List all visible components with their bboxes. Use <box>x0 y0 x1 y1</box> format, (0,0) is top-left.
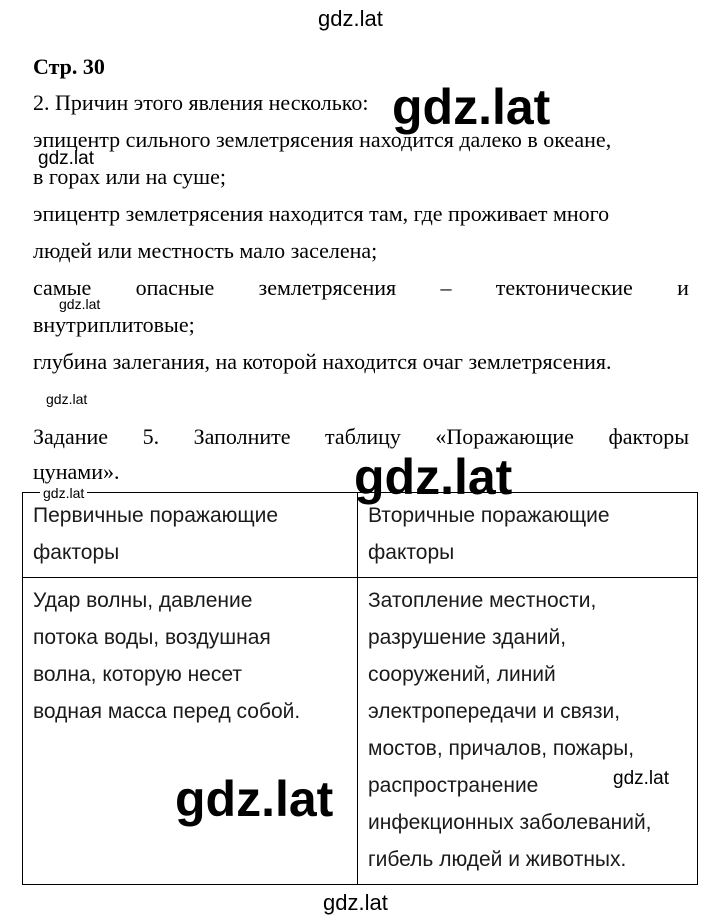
word: землетрясения <box>258 275 397 300</box>
watermark-top: gdz.lat <box>318 6 383 31</box>
word: – <box>440 275 452 300</box>
justified-text-line <box>33 275 689 301</box>
watermark-small: gdz.lat <box>613 768 669 789</box>
word: и <box>677 275 689 300</box>
secondary-factors-cell: Затопление местности, разрушение зданий, сооружений, линий электропередачи и связи, мостов, причалов, пожары, распространение инфекционных заболеваний, гибель людей и животных. <box>358 578 698 885</box>
tsunami-factors-table <box>22 492 698 885</box>
word: Задание <box>33 424 109 449</box>
watermark-small: gdz.lat <box>40 485 87 501</box>
word: тектонические <box>495 275 633 300</box>
watermark-small: gdz.lat <box>38 148 94 169</box>
word: опасные <box>135 275 215 300</box>
text-line: глубина залегания, на которой находится очаг землетрясения. <box>33 349 612 374</box>
text-line: эпицентр сильного землетрясения находится далеко в океане, <box>33 127 612 152</box>
word: 5. <box>142 424 160 449</box>
text-line: людей или местность мало заселена; <box>33 238 378 263</box>
header-secondary-factors: Вторичные поражающие факторы <box>358 493 698 578</box>
text-line: в горах или на суше; <box>33 164 226 189</box>
word: таблицу <box>325 424 401 449</box>
task-line-2: цунами». <box>33 459 120 484</box>
text-line: внутриплитовые; <box>33 312 195 337</box>
intro-line: 2. Причин этого явления несколько: <box>33 90 369 115</box>
text-line: эпицентр землетрясения находится там, где проживает много <box>33 201 610 226</box>
watermark-large: gdz.lat <box>392 79 551 135</box>
watermark-small: gdz.lat <box>59 296 101 312</box>
watermark-small: gdz.lat <box>46 391 88 407</box>
header-primary-factors: Первичные поражающие факторы <box>23 493 358 578</box>
watermark-large: gdz.lat <box>354 449 513 505</box>
word: «Поражающие <box>435 424 574 449</box>
word: Заполните <box>193 424 291 449</box>
task-line <box>33 424 689 450</box>
watermark-large: gdz.lat <box>175 771 334 827</box>
word: факторы <box>608 424 689 449</box>
page-heading: Стр. 30 <box>33 54 105 79</box>
table-row <box>23 578 698 885</box>
word: самые <box>33 275 92 300</box>
watermark-bottom: gdz.lat <box>323 890 388 915</box>
primary-factors-cell: Удар волны, давление потока воды, воздушная волна, которую несет водная масса перед собой. <box>23 578 358 885</box>
